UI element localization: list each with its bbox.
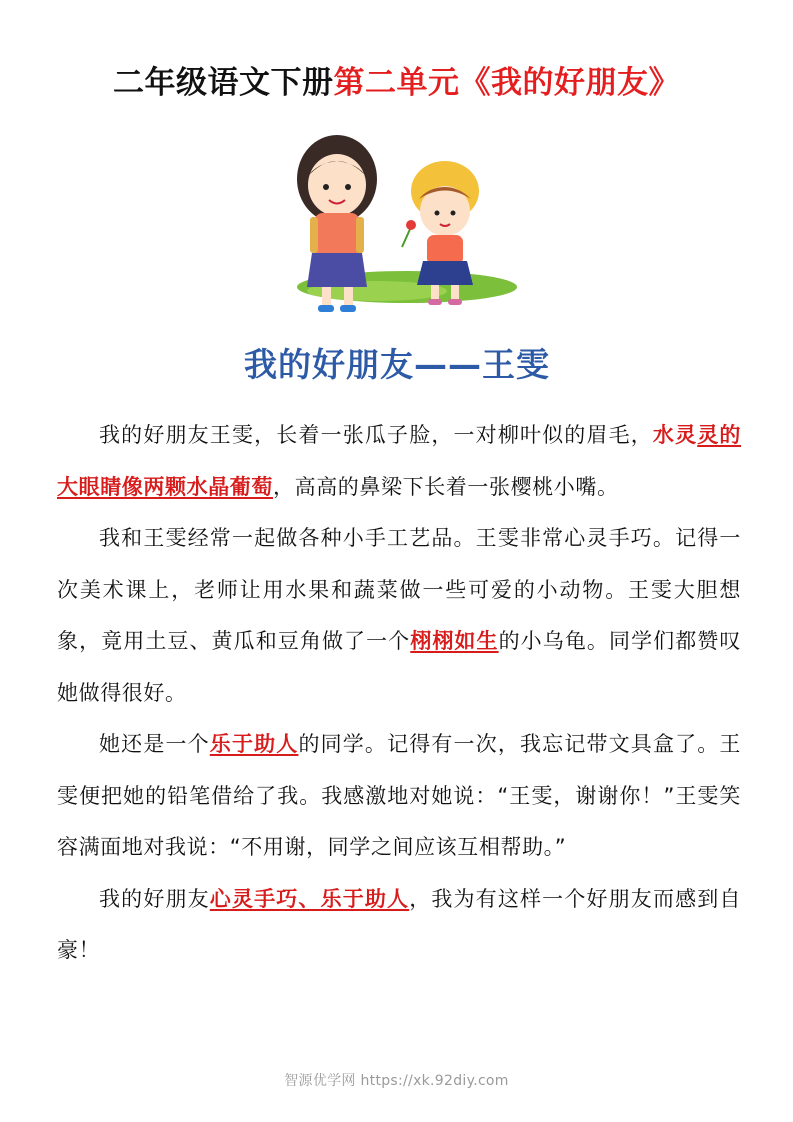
p1-highlight-start: 水灵	[652, 423, 698, 447]
p2-text-c: 的小乌龟。同学们都赞叹她做得很好。	[57, 629, 741, 705]
p4-highlight: 心灵手巧、乐于助人	[209, 886, 410, 911]
paragraph-1	[57, 410, 741, 513]
paragraph-3	[57, 719, 741, 874]
paragraph-4	[57, 874, 741, 977]
page-title	[0, 58, 793, 108]
illustration	[197, 127, 597, 387]
p2-highlight: 栩栩如生	[410, 629, 499, 653]
p1-text-d: ，高高的鼻梁下长着一张樱桃小嘴。	[273, 474, 619, 499]
essay-body	[57, 410, 741, 977]
title-unit: 第二单元《我的好朋友》	[333, 65, 680, 101]
p3-text-c: 的同学。记得有一次，我忘记带文具盒了。王雯便把她的铅笔借给了我。我感激地对她说：“王雯，谢谢你！”王雯笑容满面地对我说：“不用谢，同学之间应该互相帮助。”	[57, 732, 742, 859]
p3-highlight: 乐于助人	[209, 732, 299, 756]
footer-watermark: 智源优学网 https://xk.92diy.com	[284, 1073, 509, 1089]
p4-text-a: 我的好朋友	[99, 886, 210, 911]
title-grade: 二年级语文下册	[113, 65, 334, 101]
p1-highlight: 灵的大眼睛像两颗水晶葡萄	[57, 423, 742, 499]
p2-text-a: 我和王雯经常一起做各种小手工艺品。王雯非常心灵手巧。记得一次美术课上，老师让用水果和蔬菜做一些可爱的小动物。王雯大胆想象，竟用土豆、黄瓜和豆角做了一个	[57, 526, 741, 653]
p4-text-c: ，我为有这样一个好朋友而感到自豪！	[57, 886, 742, 962]
p3-text-a: 她还是一个	[99, 732, 210, 756]
paragraph-2	[57, 513, 741, 719]
p1-text-a: 我的好朋友王雯，长着一张瓜子脸，一对柳叶似的眉毛，	[99, 423, 653, 447]
illustration-caption: 我的好朋友——王雯	[244, 345, 550, 384]
